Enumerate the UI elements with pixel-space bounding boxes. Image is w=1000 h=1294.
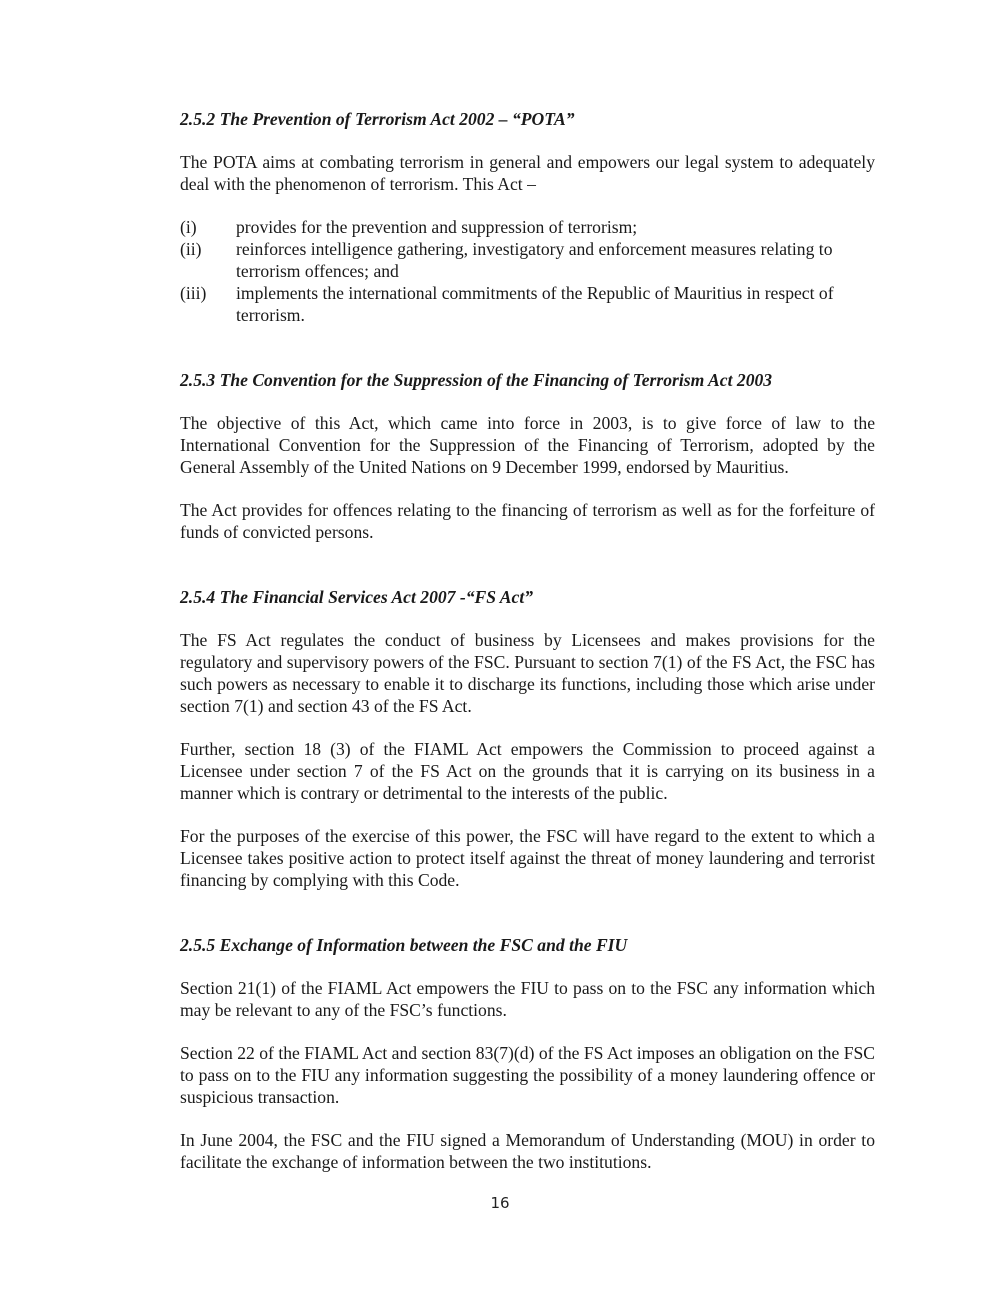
paragraph: For the purposes of the exercise of this power, the FSC will have regard to the extent to which a Licensee takes positive action to protect itself against the threat of money laundering and terrorist financing by complying with this Code. — [180, 826, 875, 890]
section-2-5-2 — [180, 108, 875, 326]
section-heading: 2.5.5 Exchange of Information between the FSC and the FIU — [180, 935, 628, 955]
paragraph: Section 22 of the FIAML Act and section 83(7)(d) of the FS Act imposes an obligation on the FSC to pass on to the FIU any information suggesting the possibility of a money laundering offence or suspicious transaction. — [180, 1043, 875, 1107]
document-page — [180, 108, 875, 1173]
section-2-5-3 — [180, 369, 875, 543]
section-heading: 2.5.4 The Financial Services Act 2007 -“FS Act” — [180, 587, 534, 607]
paragraph: In June 2004, the FSC and the FIU signed a Memorandum of Understanding (MOU) in order to facilitate the exchange of information between the two institutions. — [180, 1130, 875, 1172]
list-item — [180, 282, 875, 326]
list-text: provides for the prevention and suppression of terrorism; — [236, 217, 638, 237]
paragraph: The FS Act regulates the conduct of business by Licensees and makes provisions for the regulatory and supervisory powers of the FSC. Pursuant to section 7(1) of the FS Act, the FSC has such powers as necessary to enable it to discharge its functions, including those which arise under section 7(1) and section 43 of the FS Act. — [180, 630, 875, 716]
paragraph: The POTA aims at combating terrorism in general and empowers our legal system to adequately deal with the phenomenon of terrorism. This Act – — [180, 152, 875, 194]
paragraph: The objective of this Act, which came into force in 2003, is to give force of law to the International Convention for the Suppression of the Financing of Terrorism, adopted by the General Assembly of the United Nations on 9 December 1999, endorsed by Mauritius. — [180, 413, 875, 477]
section-heading: 2.5.3 The Convention for the Suppression of the Financing of Terrorism Act 2003 — [180, 370, 773, 390]
list-marker: (ii) — [180, 239, 202, 259]
list-marker: (i) — [180, 217, 197, 237]
section-heading: 2.5.2 The Prevention of Terrorism Act 2002 – “POTA” — [180, 109, 575, 129]
list-text: implements the international commitments of the Republic of Mauritius in respect of terrorism. — [236, 283, 834, 325]
list-text: reinforces intelligence gathering, investigatory and enforcement measures relating to terrorism offences; and — [236, 239, 833, 281]
numbered-list — [180, 216, 875, 326]
list-item — [180, 238, 875, 282]
section-2-5-5 — [180, 934, 875, 1173]
page-number: 16 — [490, 1194, 510, 1212]
section-2-5-4 — [180, 586, 875, 891]
list-item — [180, 216, 875, 238]
paragraph: Section 21(1) of the FIAML Act empowers the FIU to pass on to the FSC any information which may be relevant to any of the FSC’s functions. — [180, 978, 875, 1020]
paragraph: The Act provides for offences relating to the financing of terrorism as well as for the forfeiture of funds of convicted persons. — [180, 500, 875, 542]
list-marker: (iii) — [180, 283, 207, 303]
paragraph: Further, section 18 (3) of the FIAML Act empowers the Commission to proceed against a Licensee under section 7 of the FS Act on the grounds that it is carrying on its business in a manner which is contrary or detrimental to the interests of the public. — [180, 739, 875, 803]
